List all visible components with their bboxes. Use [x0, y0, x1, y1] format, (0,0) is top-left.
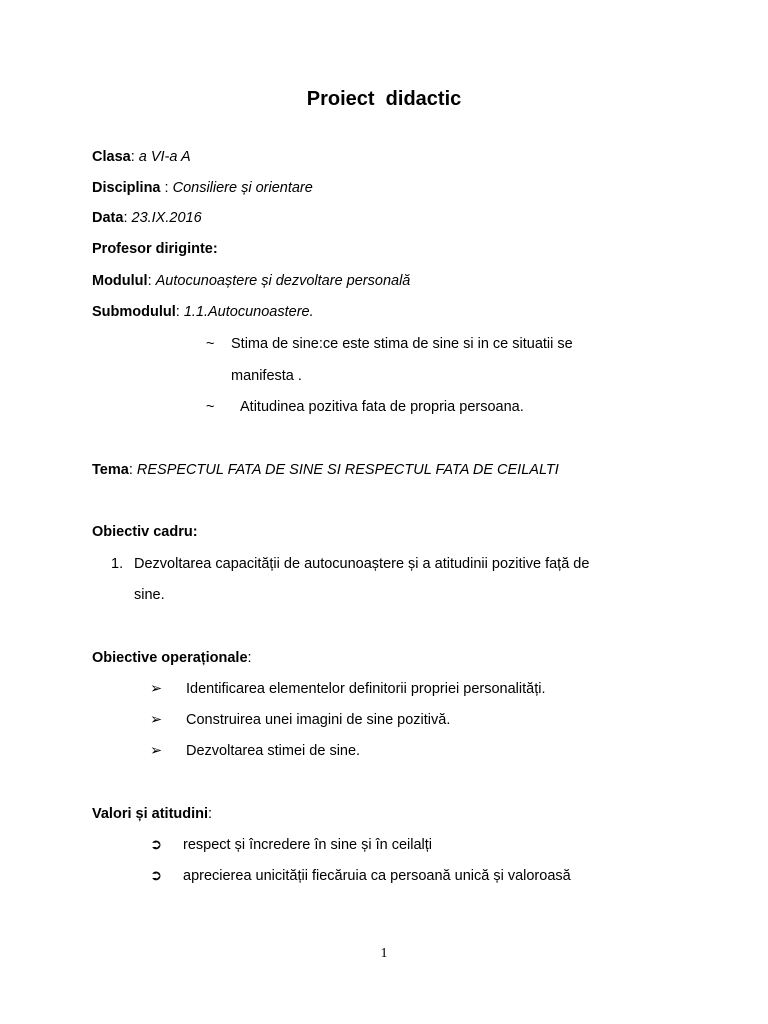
field-label: Profesor diriginte	[92, 241, 213, 257]
obiectiv-operational-item: Construirea unei imagini de sine pozitivă.	[186, 712, 451, 728]
obiectiv-operational-item: Identificarea elementelor definitorii propriei personalități.	[186, 681, 546, 697]
submodul-item-text: Atitudinea pozitiva fata de propria persoana.	[240, 399, 524, 415]
field-separator: :	[160, 180, 173, 196]
field-modulul	[92, 271, 410, 291]
document-title: Proiect didactic	[306, 88, 462, 110]
section-heading-obiective-operationale	[92, 648, 252, 668]
field-disciplina	[92, 178, 313, 198]
arrowhead-bullet-icon: ➢	[150, 681, 163, 697]
field-label: Disciplina	[92, 180, 161, 196]
field-label: Modulul	[92, 273, 148, 289]
field-separator: :	[130, 149, 139, 165]
field-profesor	[92, 239, 218, 259]
heading-text: Obiective operaționale	[92, 650, 248, 666]
list-number: 1.	[111, 556, 124, 572]
obiectiv-operational-item: Dezvoltarea stimei de sine.	[186, 743, 361, 759]
heading-text: Valori și atitudini	[92, 806, 209, 822]
field-value: Consiliere și orientare	[172, 180, 313, 196]
section-heading-valori	[92, 804, 212, 824]
heading-separator: :	[247, 650, 252, 666]
field-value: 23.IX.2016	[131, 210, 202, 226]
field-submodulul	[92, 302, 314, 322]
field-label: Submodulul	[92, 304, 176, 320]
field-separator: :	[212, 241, 218, 257]
field-value: Autocunoaștere și dezvoltare personală	[155, 273, 411, 289]
obiectiv-cadru-continuation: sine.	[134, 587, 165, 603]
field-label: Data	[92, 210, 124, 226]
page-number: 1	[380, 946, 388, 961]
field-value: a VI-a A	[138, 149, 191, 165]
field-clasa	[92, 147, 191, 167]
field-separator: :	[147, 273, 156, 289]
arrowhead-bullet-icon: ➢	[150, 743, 163, 759]
field-tema	[92, 460, 559, 480]
field-label: Clasa	[92, 149, 131, 165]
field-separator: :	[123, 210, 132, 226]
submodul-item-continuation: manifesta .	[231, 368, 302, 384]
tilde-bullet-icon: ~	[206, 399, 215, 415]
submodul-item-text: Stima de sine:ce este stima de sine si in ce situatii se	[231, 336, 573, 352]
curved-arrow-bullet-icon: ➲	[150, 868, 163, 884]
heading-separator: :	[208, 806, 213, 822]
valori-item: respect și încredere în sine și în ceilalți	[183, 837, 433, 853]
curved-arrow-bullet-icon: ➲	[150, 837, 163, 853]
obiectiv-cadru-text: Dezvoltarea capacității de autocunoaștere și a atitudinii pozitive față de	[134, 556, 590, 572]
valori-item: aprecierea unicității fiecăruia ca persoană unică și valoroasă	[183, 868, 571, 884]
field-separator: :	[175, 304, 184, 320]
field-value: 1.1.Autocunoastere.	[183, 304, 314, 320]
section-heading-obiectiv-cadru: Obiectiv cadru:	[92, 524, 198, 540]
arrowhead-bullet-icon: ➢	[150, 712, 163, 728]
field-value: RESPECTUL FATA DE SINE SI RESPECTUL FATA DE CEILALTI	[136, 462, 559, 478]
field-data	[92, 208, 202, 228]
field-separator: :	[128, 462, 137, 478]
tilde-bullet-icon: ~	[206, 336, 215, 352]
field-label: Tema	[92, 462, 129, 478]
